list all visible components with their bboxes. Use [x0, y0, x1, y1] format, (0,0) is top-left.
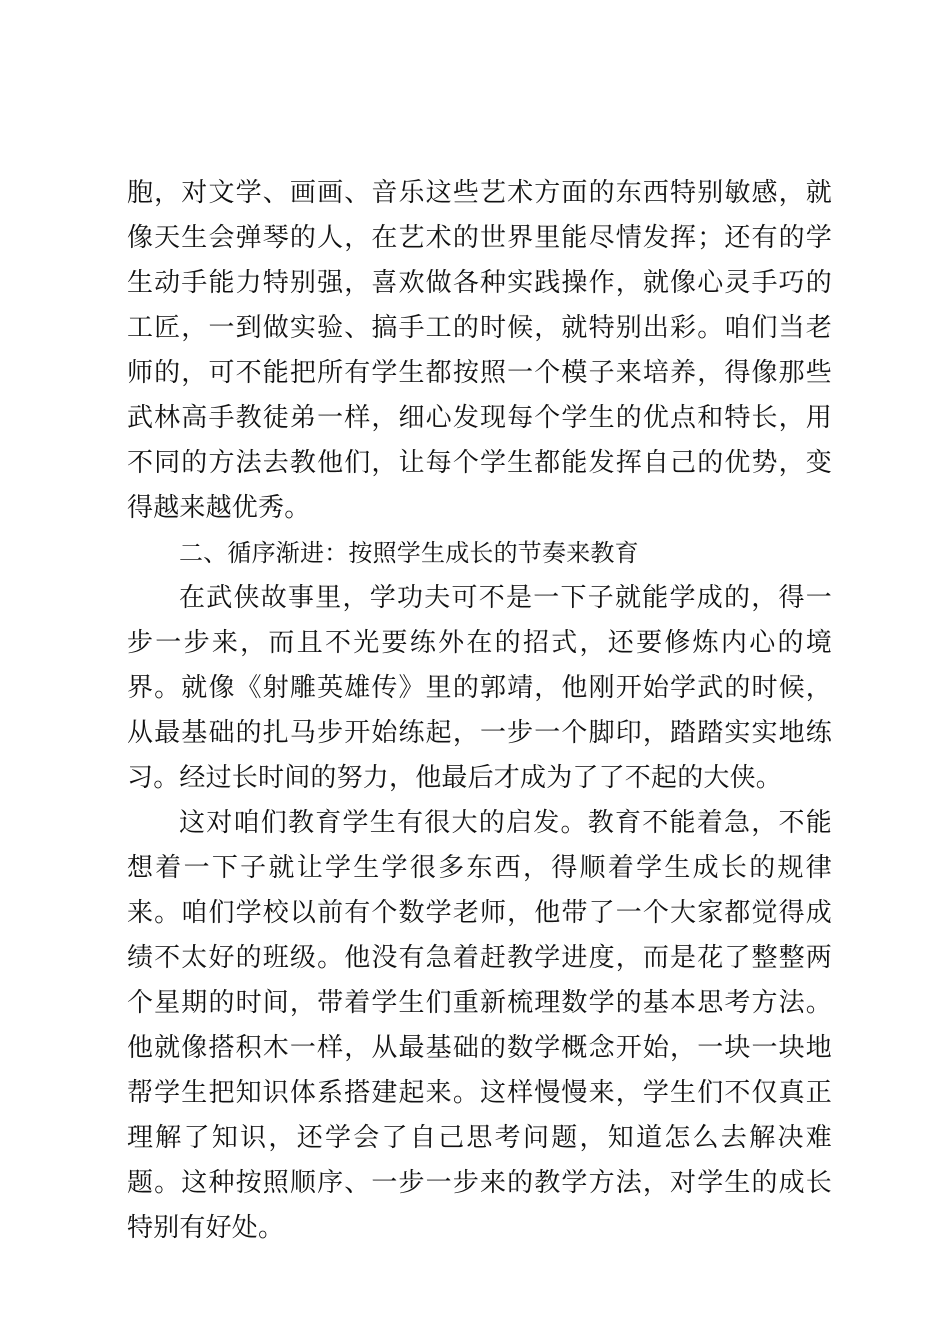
paragraph-continued: 胞，对文学、画画、音乐这些艺术方面的东西特别敏感，就像天生会弹琴的人，在艺术的世界里能尽情发挥；还有的学生动手能力特别强，喜欢做各种实践操作，就像心灵手巧的工匠，一到做实验、搞手工的时候，就特别出彩。咱们当老师的，可不能把所有学生都按照一个模子来培养，得像那些武林高手教徒弟一样，细心发现每个学生的优点和特长，用不同的方法去教他们，让每个学生都能发挥自己的优势，变得越来越优秀。 — [127, 178, 832, 523]
document-body — [127, 171, 832, 1251]
section-heading: 二、循序渐进：按照学生成长的节奏来教育 — [179, 539, 639, 567]
paragraph: 这对咱们教育学生有很大的启发。教育不能着急，不能想着一下子就让学生学很多东西，得顺着学生成长的规律来。咱们学校以前有个数学老师，他带了一个大家都觉得成绩不太好的班级。他没有急着赶教学进度，而是花了整整两个星期的时间，带着学生们重新梳理数学的基本思考方法。他就像搭积木一样，从最基础的数学概念开始，一块一块地帮学生把知识体系搭建起来。这样慢慢来，学生们不仅真正理解了知识，还学会了自己思考问题，知道怎么去解决难题。这种按照顺序、一步一步来的教学方法，对学生的成长特别有好处。 — [127, 808, 832, 1243]
paragraph: 在武侠故事里，学功夫可不是一下子就能学成的，得一步一步来，而且不光要练外在的招式，还要修炼内心的境界。就像《射雕英雄传》里的郭靖，他刚开始学武的时候，从最基础的扎马步开始练起，一步一个脚印，踏踏实实地练习。经过长时间的努力，他最后才成为了了不起的大侠。 — [127, 583, 832, 793]
